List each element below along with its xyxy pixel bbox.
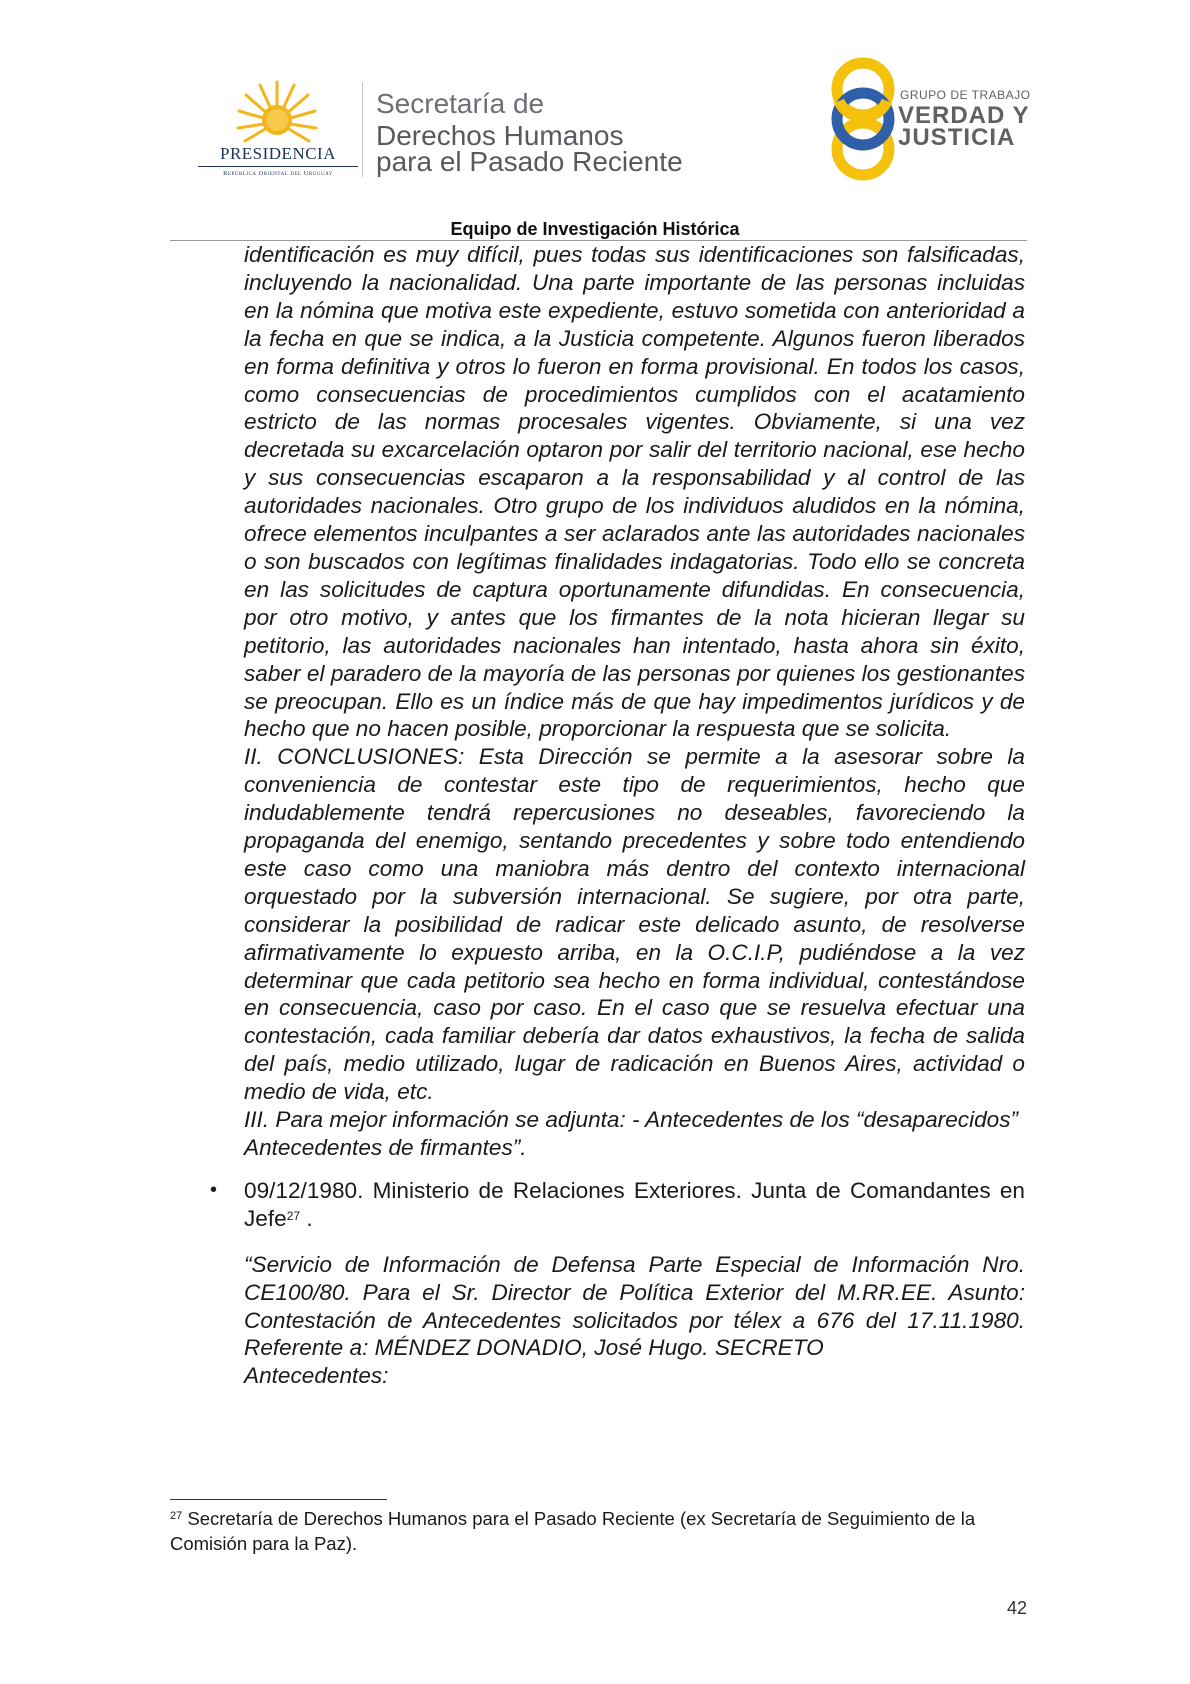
bullet-item xyxy=(210,1177,1025,1233)
quoted-text-2 xyxy=(244,1251,1025,1391)
secretaria-line-2: Derechos Humanos xyxy=(376,120,624,151)
footnote xyxy=(170,1506,1028,1556)
rings-logo-icon xyxy=(822,56,904,182)
page-header xyxy=(0,0,1190,239)
presidencia-rule xyxy=(198,166,358,167)
page-number: 42 xyxy=(1007,1598,1028,1618)
presidencia-logo xyxy=(198,78,358,183)
logo-divider xyxy=(362,82,363,177)
secretaria-line-1: Secretaría de xyxy=(376,88,545,119)
quote-paragraph: III. Para mejor información se adjunta: - Antecedentes de los “desaparecidos” xyxy=(244,1107,1019,1133)
section-title: Equipo de Investigación Histórica xyxy=(450,219,740,239)
quote-paragraph: “Servicio de Información de Defensa Parte Especial de Información Nro. CE100/80. Para el Sr. Director de Política Exterior del M.RR.EE. Asunto: Contestación de Antecedentes solicitados por télex a 676 del 17.11.1980. Referente a: MÉNDEZ DONADIO, José Hugo. SECRETO xyxy=(244,1251,1025,1361)
footnote-reference[interactable]: 27 xyxy=(286,1208,301,1223)
footnote-rule xyxy=(170,1499,387,1500)
quote-paragraph: Antecedentes: xyxy=(244,1363,389,1389)
grupo-label: GRUPO DE TRABAJO xyxy=(900,88,1031,102)
bullet-text xyxy=(244,1177,1025,1233)
grupo-title-2: JUSTICIA xyxy=(898,124,1016,151)
presidencia-subtitle: República Oriental del Uruguay xyxy=(223,170,333,177)
bullet-icon: • xyxy=(210,1178,218,1201)
grupo-title-1: VERDAD Y xyxy=(898,102,1030,129)
secretaria-line-3: para el Pasado Reciente xyxy=(376,146,683,177)
main-content xyxy=(210,241,1025,1390)
quote-paragraph: identificación es muy difícil, pues todas sus identificaciones son falsificadas, incluyendo la nacionalidad. Una parte importante de las personas incluidas en la nómina que motiva este expediente, estuvo sometida con anterioridad a la fecha en que se indica, a la Justicia competente. Algunos fueron liberados en forma definitiva y otros lo fueron en forma provisional. En todos los casos, como consecuencias de procedimientos cumplidos con el acatamiento estricto de las normas procesales vigentes. Obviamente, si una vez decretada su excarcelación optaron por salir del territorio nacional, ese hecho y sus consecuencias escaparon a la responsabilidad y al control de las autoridades nacionales. Otro grupo de los individuos aludidos en la nómina, ofrece elementos inculpantes a ser aclarados ante las autoridades nacionales o son buscados con legítimas finalidades indagatorias. Todo ello se concreta en las solicitudes de captura oportunamente difundidas. En consecuencia, por otro motivo, y antes que los firmantes de la nota hicieran llegar su petitorio, las autoridades nacionales han intentado, hasta ahora sin éxito, saber el paradero de la mayoría de las personas por quienes los gestionantes se preocupan. Ello es un índice más de que hay impedimentos jurídicos y de hecho que no hacen posible, proporcionar la respuesta que se solicita. xyxy=(244,242,1025,742)
quoted-text xyxy=(244,241,1025,1162)
quote-paragraph: Antecedentes de firmantes”. xyxy=(244,1135,527,1160)
sun-icon xyxy=(236,78,318,148)
footnote-text: Secretaría de Derechos Humanos para el Pasado Reciente (ex Secretaría de Seguimiento de la Comisión para la Paz). xyxy=(170,1508,976,1554)
footnote-number: 27 xyxy=(170,1510,183,1522)
bullet-text-tail: . xyxy=(300,1205,313,1231)
quote-paragraph: II. CONCLUSIONES: Esta Dirección se permite a la asesorar sobre la conveniencia de contestar este tipo de requerimientos, hecho que indudablemente tendrá repercusiones no deseables, favoreciendo la propaganda del enemigo, sentando precedentes y sobre todo entendiendo este caso como una maniobra más dentro del contexto internacional orquestado por la subversión internacional. Se sugiere, por otra parte, considerar la posibilidad de radicar este delicado asunto, de resolverse afirmativamente lo expuesto arriba, en la O.C.I.P, pudiéndose a la vez determinar que cada petitorio sea hecho en forma individual, contestándose en consecuencia, caso por caso. En el caso que se resuelva efectuar una contestación, cada familiar debería dar datos exhaustivos, la fecha de salida del país, medio utilizado, lugar de radicación en Buenos Aires, actividad o medio de vida, etc. xyxy=(244,744,1025,1105)
bullet-text-content: 09/12/1980. Ministerio de Relaciones Exteriores. Junta de Comandantes en Jefe xyxy=(244,1177,1025,1231)
presidencia-name: PRESIDENCIA xyxy=(219,144,336,163)
